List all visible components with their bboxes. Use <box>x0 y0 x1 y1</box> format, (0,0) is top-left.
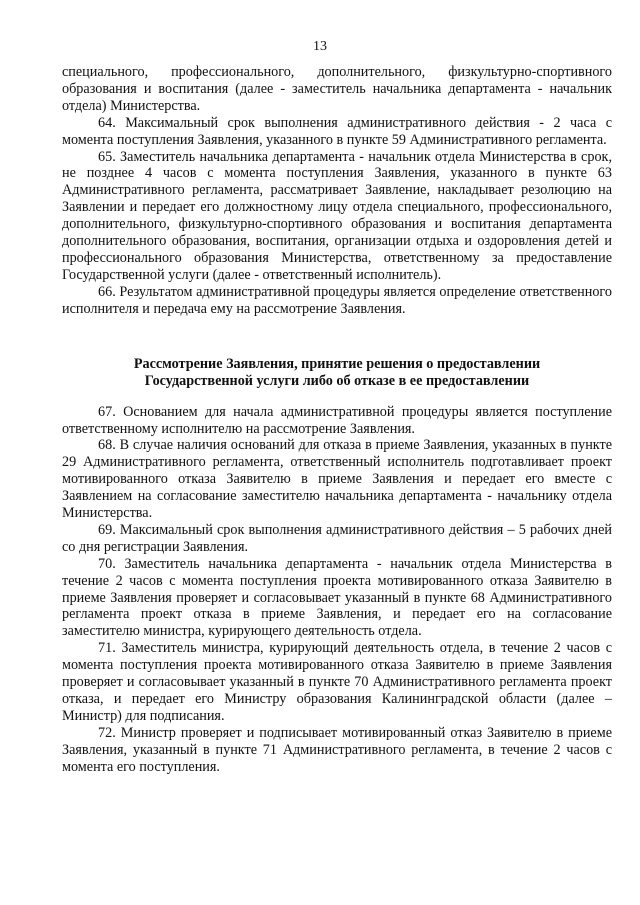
page-number: 13 <box>313 39 327 54</box>
top-paragraphs <box>62 64 612 318</box>
paragraph-p67: 67. Основанием для начала административной процедуры является поступление ответственному исполнителю на рассмотрение Заявления. <box>62 403 612 437</box>
bottom-paragraphs <box>62 404 612 776</box>
paragraph-p72: 72. Министр проверяет и подписывает мотивированный отказ Заявителю в приеме Заявления, указанный в пункте 71 Административного регламента, в течение 2 часов с момента его поступления. <box>62 724 612 775</box>
section-heading-line-1: Рассмотрение Заявления, принятие решения о предоставлении <box>133 355 541 372</box>
paragraph-p69: 69. Максимальный срок выполнения административного действия – 5 рабочих дней со дня регистрации Заявления. <box>62 521 612 555</box>
paragraph-p64: 64. Максимальный срок выполнения административного действия - 2 часа с момента поступления Заявления, указанного в пункте 59 Административного регламента. <box>62 114 612 148</box>
paragraph-p71: 71. Заместитель министра, курирующий деятельность отдела, в течение 2 часов с момента поступления проекта мотивированного отказа Заявителю в приеме Заявления проверяет и согласовывает указанный в пункте 70 Административного регламента проект отказа, и передает его Министру образования Калининградской области (далее – Министр) для подписания. <box>62 640 612 724</box>
document-body <box>62 64 612 776</box>
paragraph-p68: 68. В случае наличия оснований для отказа в приеме Заявления, указанных в пункте 29 Административного регламента, ответственный исполнитель подготавливает проект мотивированного отказа Заявителю в приеме Заявления и передает его вместе с Заявлением на согласование заместителю начальника департамента - начальнику отдела Министерства. <box>62 437 612 522</box>
paragraph-p70: 70. Заместитель начальника департамента - начальник отдела Министерства в течение 2 часов с момента поступления проекта мотивированного отказа Заявителю в приеме Заявления проверяет и согласовывает указанный в пункте 68 Административного регламента проект отказа в приеме Заявления, и передает его на согласование заместителю министра, курирующего деятельность отдела. <box>62 555 612 640</box>
section-heading-line-2: Государственной услуги либо об отказе в ее предоставлении <box>144 372 530 389</box>
paragraph-p65: 65. Заместитель начальника департамента - начальник отдела Министерства в срок, не позднее 4 часов с момента поступления Заявления, указанного в пункте 63 Административного регламента, рассматривает Заявление, накладывает резолюцию на Заявлении и передает его должностному лицу отдела специального, профессионального, дополнительного, физкультурно-спортивного образования и воспитания департамента дополнительного образования, воспитания, организации отдыха и оздоровления детей и профессионального образования Министерства, ответственному за предоставление Государственной услуги (далее - ответственный исполнитель). <box>62 148 612 283</box>
paragraph-p63-cont: специального, профессионального, дополнительного, физкультурно-спортивного образования и воспитания (далее - заместитель начальника департамента - начальник отдела) Министерства. <box>62 64 612 114</box>
paragraph-p66: 66. Результатом административной процедуры является определение ответственного исполнителя и передача ему на рассмотрение Заявления. <box>62 283 612 317</box>
section-heading <box>62 356 612 390</box>
